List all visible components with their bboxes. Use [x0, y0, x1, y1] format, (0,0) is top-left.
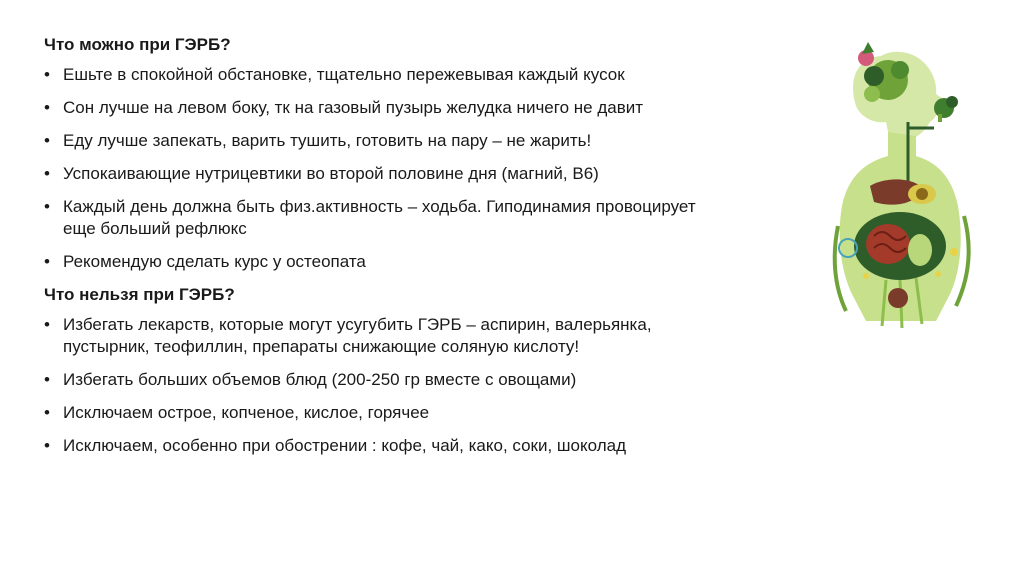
list-item: • Ешьте в спокойной обстановке, тщательно пережевывая каждый кусок — [44, 64, 744, 86]
list-item: • Сон лучше на левом боку, тк на газовый пузырь желудка ничего не давит — [44, 97, 703, 119]
list-item: • Избегать больших объемов блюд (200-250 гр вместе с овощами) — [44, 369, 744, 391]
list-item: • Исключаем, особенно при обострении : кофе, чай, како, соки, шоколад — [44, 435, 744, 457]
list-cannot — [44, 314, 744, 457]
list-item: • Каждый день должна быть физ.активность – ходьба. Гиподинамия провоцирует еще больший рефлюкс — [44, 196, 703, 240]
list-item: • Исключаем острое, копченое, кислое, горячее — [44, 402, 744, 424]
digestive-system-plants-icon — [826, 36, 976, 336]
slide-content — [44, 34, 744, 468]
heading-cannot: Что нельзя при ГЭРБ? — [44, 285, 235, 304]
heading-can: Что можно при ГЭРБ? — [44, 35, 231, 54]
list-can — [44, 64, 744, 273]
list-item: • Успокаивающие нутрицевтики во второй половине дня (магний, В6) — [44, 163, 744, 185]
list-item: • Избегать лекарств, которые могут усугубить ГЭРБ – аспирин, валерьянка, пустырник, теофиллин, препараты снижающие соляную кислоту! — [44, 314, 703, 358]
list-item: • Рекомендую сделать курс у остеопата — [44, 251, 744, 273]
list-item: • Еду лучше запекать, варить тушить, готовить на пару – не жарить! — [44, 130, 744, 152]
